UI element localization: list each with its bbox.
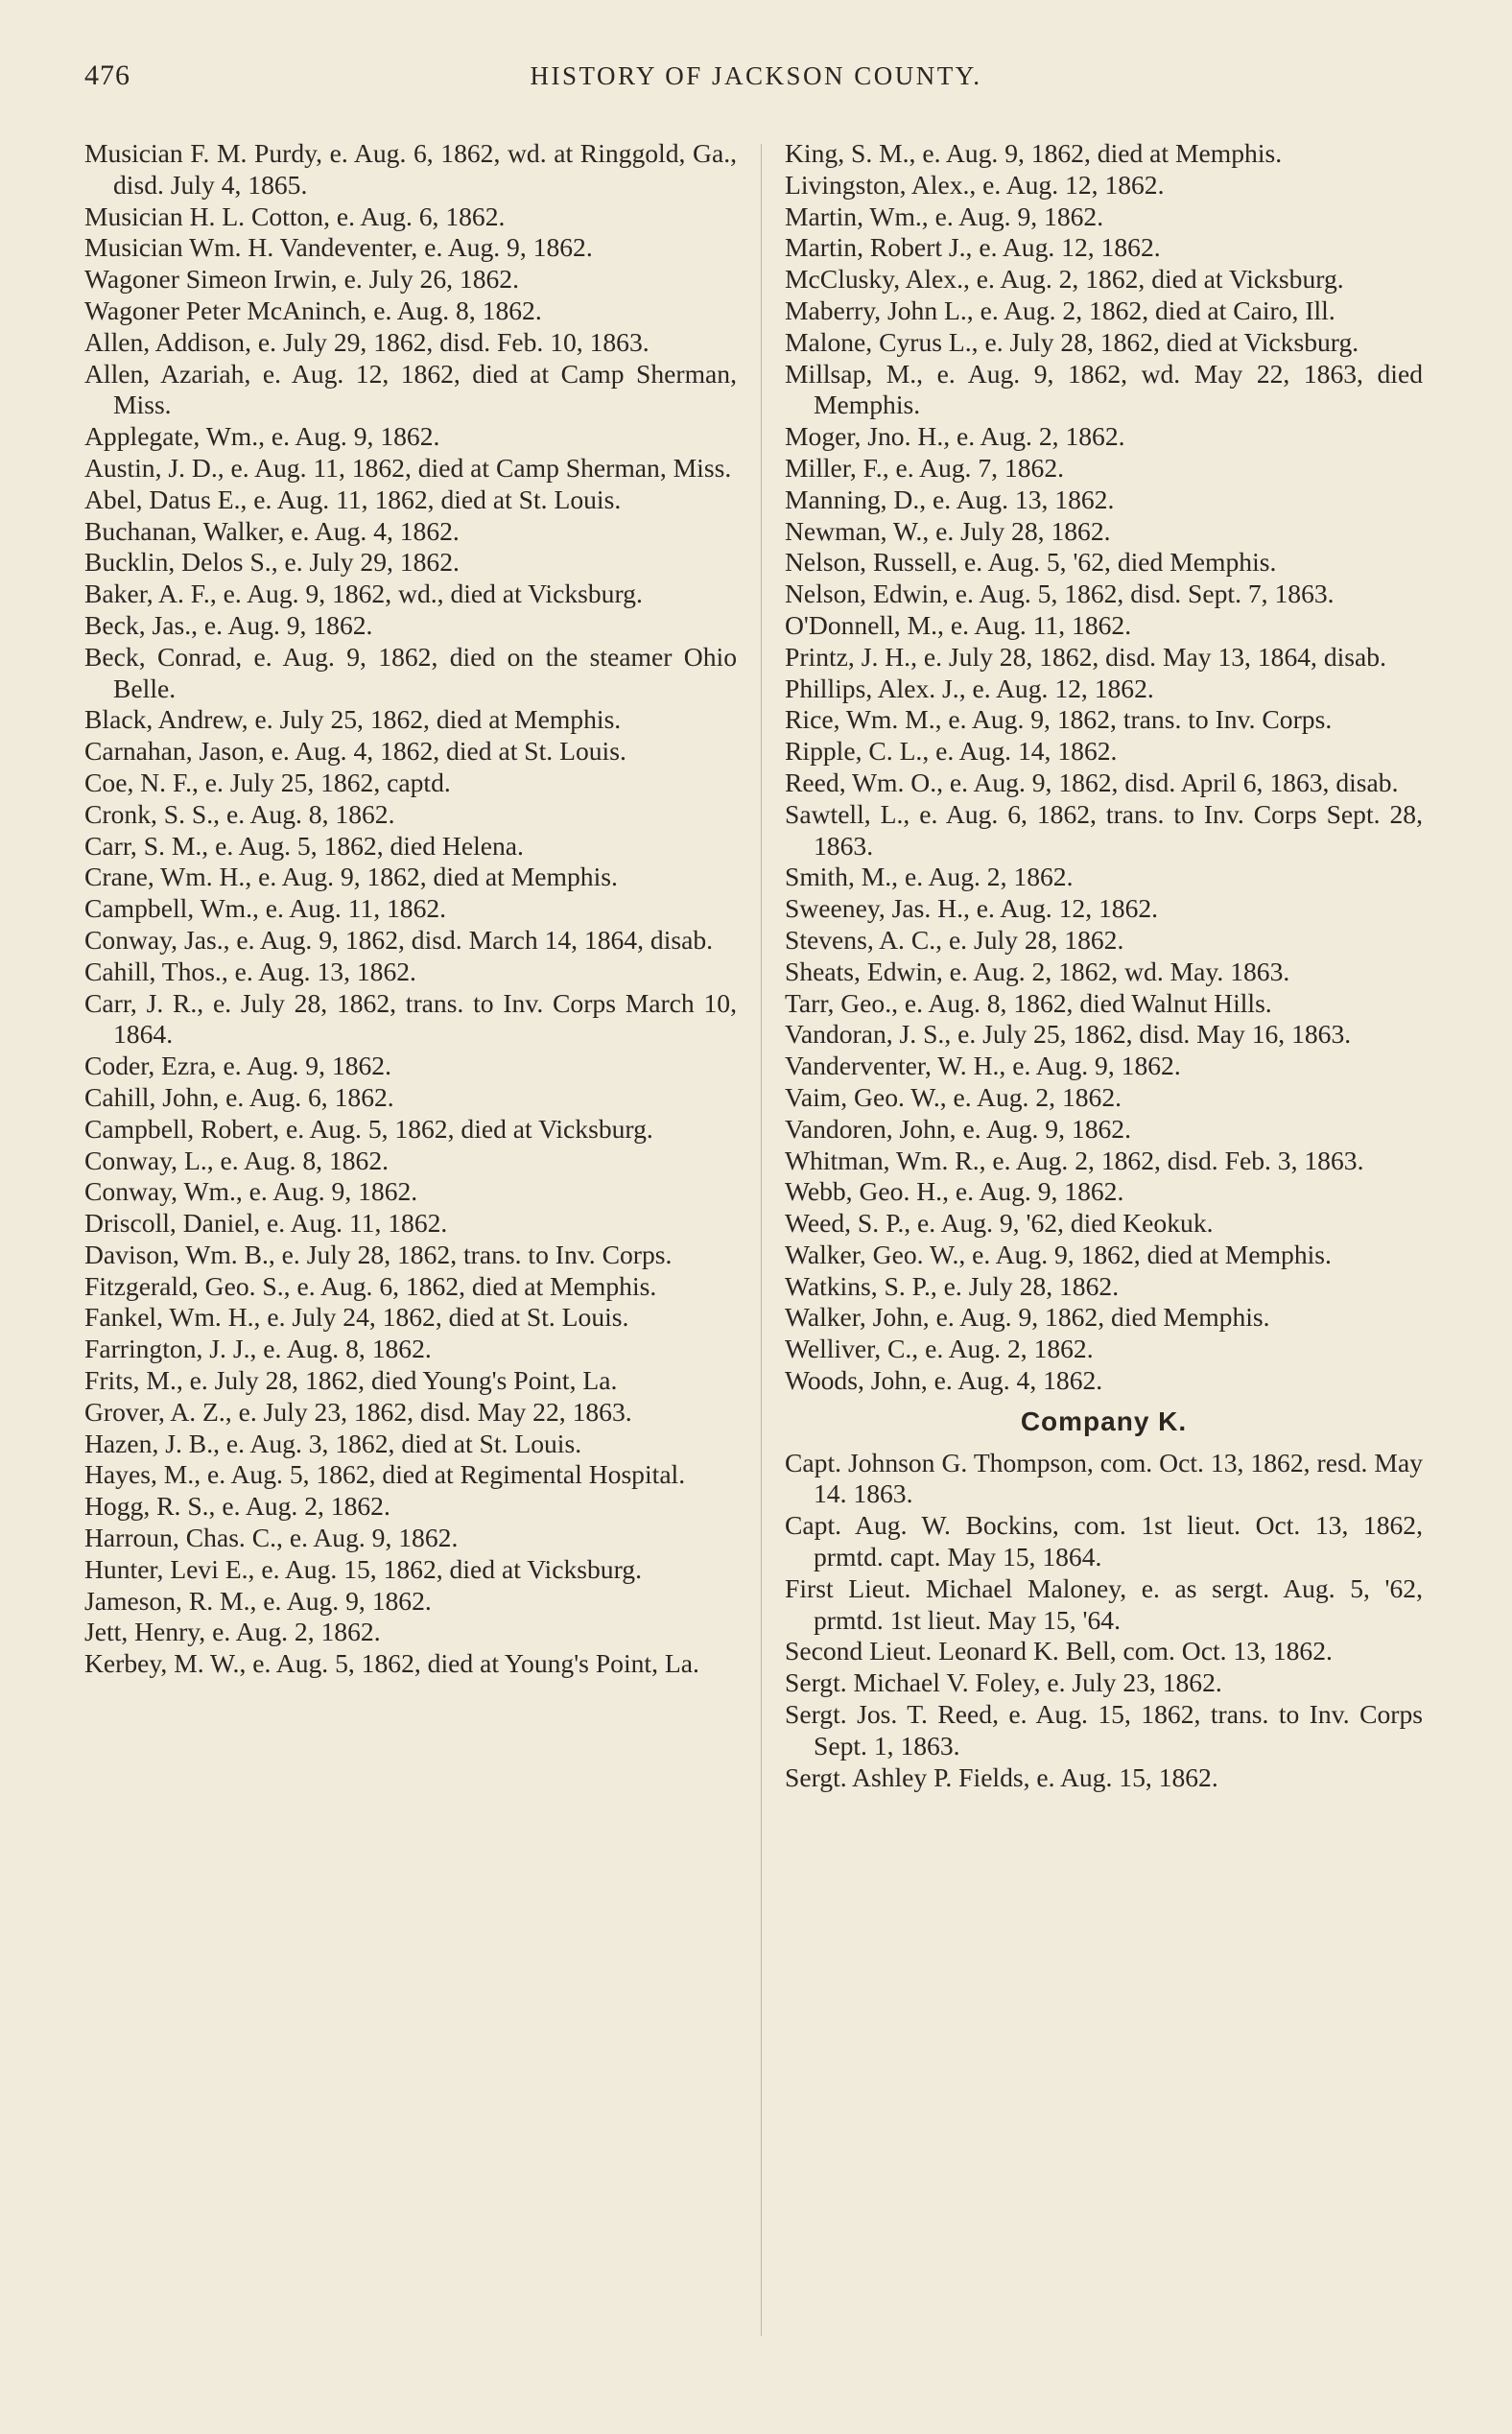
column-divider [761,144,762,2336]
roster-entry: Vandoren, John, e. Aug. 9, 1862. [785,1113,1131,1144]
roster-entry: King, S. M., e. Aug. 9, 1862, died at Memphis. [785,138,1283,168]
roster-entry: Welliver, C., e. Aug. 2, 1862. [785,1334,1094,1364]
roster-entry: Davison, Wm. B., e. July 28, 1862, trans. to Inv. Corps. [84,1239,673,1269]
running-head: HISTORY OF JACKSON COUNTY. [530,61,982,90]
roster-entry: Beck, Conrad, e. Aug. 9, 1862, died on the steamer Ohio Belle. [84,641,737,703]
roster-entry: Livingston, Alex., e. Aug. 12, 1862. [785,169,1165,200]
roster-entry: Malone, Cyrus L., e. July 28, 1862, died at Vicksburg. [785,326,1359,357]
roster-entry: Millsap, M., e. Aug. 9, 1862, wd. May 22, 1863, died Memphis. [785,358,1423,420]
roster-entry: Rice, Wm. M., e. Aug. 9, 1862, trans. to Inv. Corps. [785,704,1333,735]
roster-entry: Allen, Addison, e. July 29, 1862, disd. Feb. 10, 1863. [84,326,650,357]
roster-entry: Capt. Aug. W. Bockins, com. 1st lieut. Oct. 13, 1862, prmtd. capt. May 15, 1864. [785,1510,1423,1572]
left-column [84,138,737,1680]
roster-entry: Hogg, R. S., e. Aug. 2, 1862. [84,1491,390,1522]
roster-entry: Allen, Azariah, e. Aug. 12, 1862, died at Camp Sherman, Miss. [84,358,737,420]
roster-entry: Abel, Datus E., e. Aug. 11, 1862, died at St. Louis. [84,484,622,514]
page-number: 476 [84,59,130,91]
roster-entry: Coe, N. F., e. July 25, 1862, captd. [84,767,451,797]
roster-entry: Walker, Geo. W., e. Aug. 9, 1862, died at Memphis. [785,1239,1332,1269]
roster-entry: Wagoner Peter McAninch, e. Aug. 8, 1862. [84,295,542,325]
roster-entry: Sergt. Ashley P. Fields, e. Aug. 15, 1862. [785,1761,1218,1792]
roster-entry: Carr, J. R., e. July 28, 1862, trans. to Inv. Corps March 10, 1864. [84,987,737,1050]
roster-entry: Walker, John, e. Aug. 9, 1862, died Memphis. [785,1302,1270,1333]
roster-entry: Maberry, John L., e. Aug. 2, 1862, died at Cairo, Ill. [785,295,1335,325]
roster-entry: Frits, M., e. July 28, 1862, died Young's Point, La. [84,1365,618,1396]
roster-entry: Jett, Henry, e. Aug. 2, 1862. [84,1617,381,1647]
roster-entry: Weed, S. P., e. Aug. 9, '62, died Keokuk. [785,1208,1214,1239]
roster-entry: Tarr, Geo., e. Aug. 8, 1862, died Walnut Hills. [785,987,1272,1018]
roster-entry: Campbell, Wm., e. Aug. 11, 1862. [84,893,447,924]
roster-entry: Ripple, C. L., e. Aug. 14, 1862. [785,736,1118,767]
roster-entry: Moger, Jno. H., e. Aug. 2, 1862. [785,421,1125,452]
page-header [0,59,1512,102]
roster-entry: Stevens, A. C., e. July 28, 1862. [785,924,1124,955]
roster-entry: Cronk, S. S., e. Aug. 8, 1862. [84,798,395,829]
roster-entry: Printz, J. H., e. July 28, 1862, disd. May 13, 1864, disab. [785,641,1386,672]
roster-entry: Manning, D., e. Aug. 13, 1862. [785,484,1115,514]
roster-entry: Reed, Wm. O., e. Aug. 9, 1862, disd. April 6, 1863, disab. [785,767,1399,797]
roster-entry: Martin, Robert J., e. Aug. 12, 1862. [785,232,1161,263]
roster-entry: Conway, Wm., e. Aug. 9, 1862. [84,1176,418,1207]
roster-entry: Conway, Jas., e. Aug. 9, 1862, disd. March 14, 1864, disab. [84,924,714,955]
roster-entry: Miller, F., e. Aug. 7, 1862. [785,452,1065,483]
company-k-entries [785,1448,1423,1794]
roster-entry: Coder, Ezra, e. Aug. 9, 1862. [84,1051,391,1081]
roster-entry: O'Donnell, M., e. Aug. 11, 1862. [785,609,1132,640]
roster-entry: Carnahan, Jason, e. Aug. 4, 1862, died at St. Louis. [84,736,626,767]
roster-entry: Nelson, Russell, e. Aug. 5, '62, died Memphis. [785,547,1277,578]
roster-entry: Beck, Jas., e. Aug. 9, 1862. [84,609,373,640]
roster-entry: Martin, Wm., e. Aug. 9, 1862. [785,201,1104,231]
roster-entry: Cahill, John, e. Aug. 6, 1862. [84,1081,394,1112]
roster-entry: Farrington, J. J., e. Aug. 8, 1862. [84,1334,432,1364]
roster-entry: Musician H. L. Cotton, e. Aug. 6, 1862. [84,201,506,231]
roster-entry: Hazen, J. B., e. Aug. 3, 1862, died at St. Louis. [84,1428,582,1458]
roster-entry: Carr, S. M., e. Aug. 5, 1862, died Helena. [84,830,524,861]
right-entries [785,138,1423,1397]
roster-entry: Sweeney, Jas. H., e. Aug. 12, 1862. [785,893,1159,924]
roster-entry: Sergt. Jos. T. Reed, e. Aug. 15, 1862, trans. to Inv. Corps Sept. 1, 1863. [785,1699,1423,1761]
roster-entry: Austin, J. D., e. Aug. 11, 1862, died at Camp Sherman, Miss. [84,452,732,483]
roster-entry: Musician F. M. Purdy, e. Aug. 6, 1862, wd. at Ringgold, Ga., disd. July 4, 1865. [84,138,737,200]
roster-entry: Applegate, Wm., e. Aug. 9, 1862. [84,421,440,452]
roster-entry: Newman, W., e. July 28, 1862. [785,515,1111,546]
roster-entry: Hayes, M., e. Aug. 5, 1862, died at Regimental Hospital. [84,1459,686,1490]
right-column [785,138,1423,1793]
roster-entry: Second Lieut. Leonard K. Bell, com. Oct. 13, 1862. [785,1636,1333,1666]
roster-entry: Kerbey, M. W., e. Aug. 5, 1862, died at Young's Point, La. [84,1648,699,1679]
roster-entry: Smith, M., e. Aug. 2, 1862. [785,862,1074,892]
roster-entry: Vandoran, J. S., e. July 25, 1862, disd. May 16, 1863. [785,1019,1352,1050]
company-k-heading: Company K. [1020,1406,1188,1436]
roster-entry: Sheats, Edwin, e. Aug. 2, 1862, wd. May. 1863. [785,956,1290,986]
roster-entry: Sergt. Michael V. Foley, e. July 23, 1862. [785,1667,1222,1698]
roster-entry: Sawtell, L., e. Aug. 6, 1862, trans. to Inv. Corps Sept. 28, 1863. [785,798,1423,861]
roster-entry: Capt. Johnson G. Thompson, com. Oct. 13, 1862, resd. May 14. 1863. [785,1447,1423,1509]
roster-entry: Harroun, Chas. C., e. Aug. 9, 1862. [84,1523,459,1553]
roster-entry: Grover, A. Z., e. July 23, 1862, disd. May 22, 1863. [84,1396,632,1427]
roster-entry: Bucklin, Delos S., e. July 29, 1862. [84,547,460,578]
roster-entry: Jameson, R. M., e. Aug. 9, 1862. [84,1585,432,1616]
roster-entry: Vanderventer, W. H., e. Aug. 9, 1862. [785,1051,1181,1081]
roster-entry: Buchanan, Walker, e. Aug. 4, 1862. [84,515,460,546]
roster-entry: Vaim, Geo. W., e. Aug. 2, 1862. [785,1081,1122,1112]
roster-entry: Driscoll, Daniel, e. Aug. 11, 1862. [84,1208,448,1239]
roster-entry: Conway, L., e. Aug. 8, 1862. [84,1145,390,1175]
roster-entry: Webb, Geo. H., e. Aug. 9, 1862. [785,1176,1124,1207]
roster-entry: Nelson, Edwin, e. Aug. 5, 1862, disd. Sept. 7, 1863. [785,579,1335,609]
roster-entry: Musician Wm. H. Vandeventer, e. Aug. 9, 1862. [84,232,593,263]
roster-entry: Phillips, Alex. J., e. Aug. 12, 1862. [785,673,1154,703]
roster-entry: Whitman, Wm. R., e. Aug. 2, 1862, disd. Feb. 3, 1863. [785,1145,1364,1175]
roster-entry: Wagoner Simeon Irwin, e. July 26, 1862. [84,264,520,295]
roster-entry: Fankel, Wm. H., e. July 24, 1862, died at St. Louis. [84,1302,629,1333]
roster-entry: Hunter, Levi E., e. Aug. 15, 1862, died at Vicksburg. [84,1553,642,1584]
roster-entry: Fitzgerald, Geo. S., e. Aug. 6, 1862, died at Memphis. [84,1270,657,1301]
roster-entry: Crane, Wm. H., e. Aug. 9, 1862, died at Memphis. [84,862,618,892]
roster-entry: Watkins, S. P., e. July 28, 1862. [785,1270,1120,1301]
roster-entry: First Lieut. Michael Maloney, e. as sergt. Aug. 5, '62, prmtd. 1st lieut. May 15, '64. [785,1572,1423,1635]
roster-entry: Woods, John, e. Aug. 4, 1862. [785,1365,1103,1396]
roster-entry: Black, Andrew, e. July 25, 1862, died at Memphis. [84,704,622,735]
roster-entry: Campbell, Robert, e. Aug. 5, 1862, died at Vicksburg. [84,1113,653,1144]
roster-entry: Cahill, Thos., e. Aug. 13, 1862. [84,956,416,986]
roster-entry: Baker, A. F., e. Aug. 9, 1862, wd., died at Vicksburg. [84,579,643,609]
roster-entry: McClusky, Alex., e. Aug. 2, 1862, died at Vicksburg. [785,264,1344,295]
